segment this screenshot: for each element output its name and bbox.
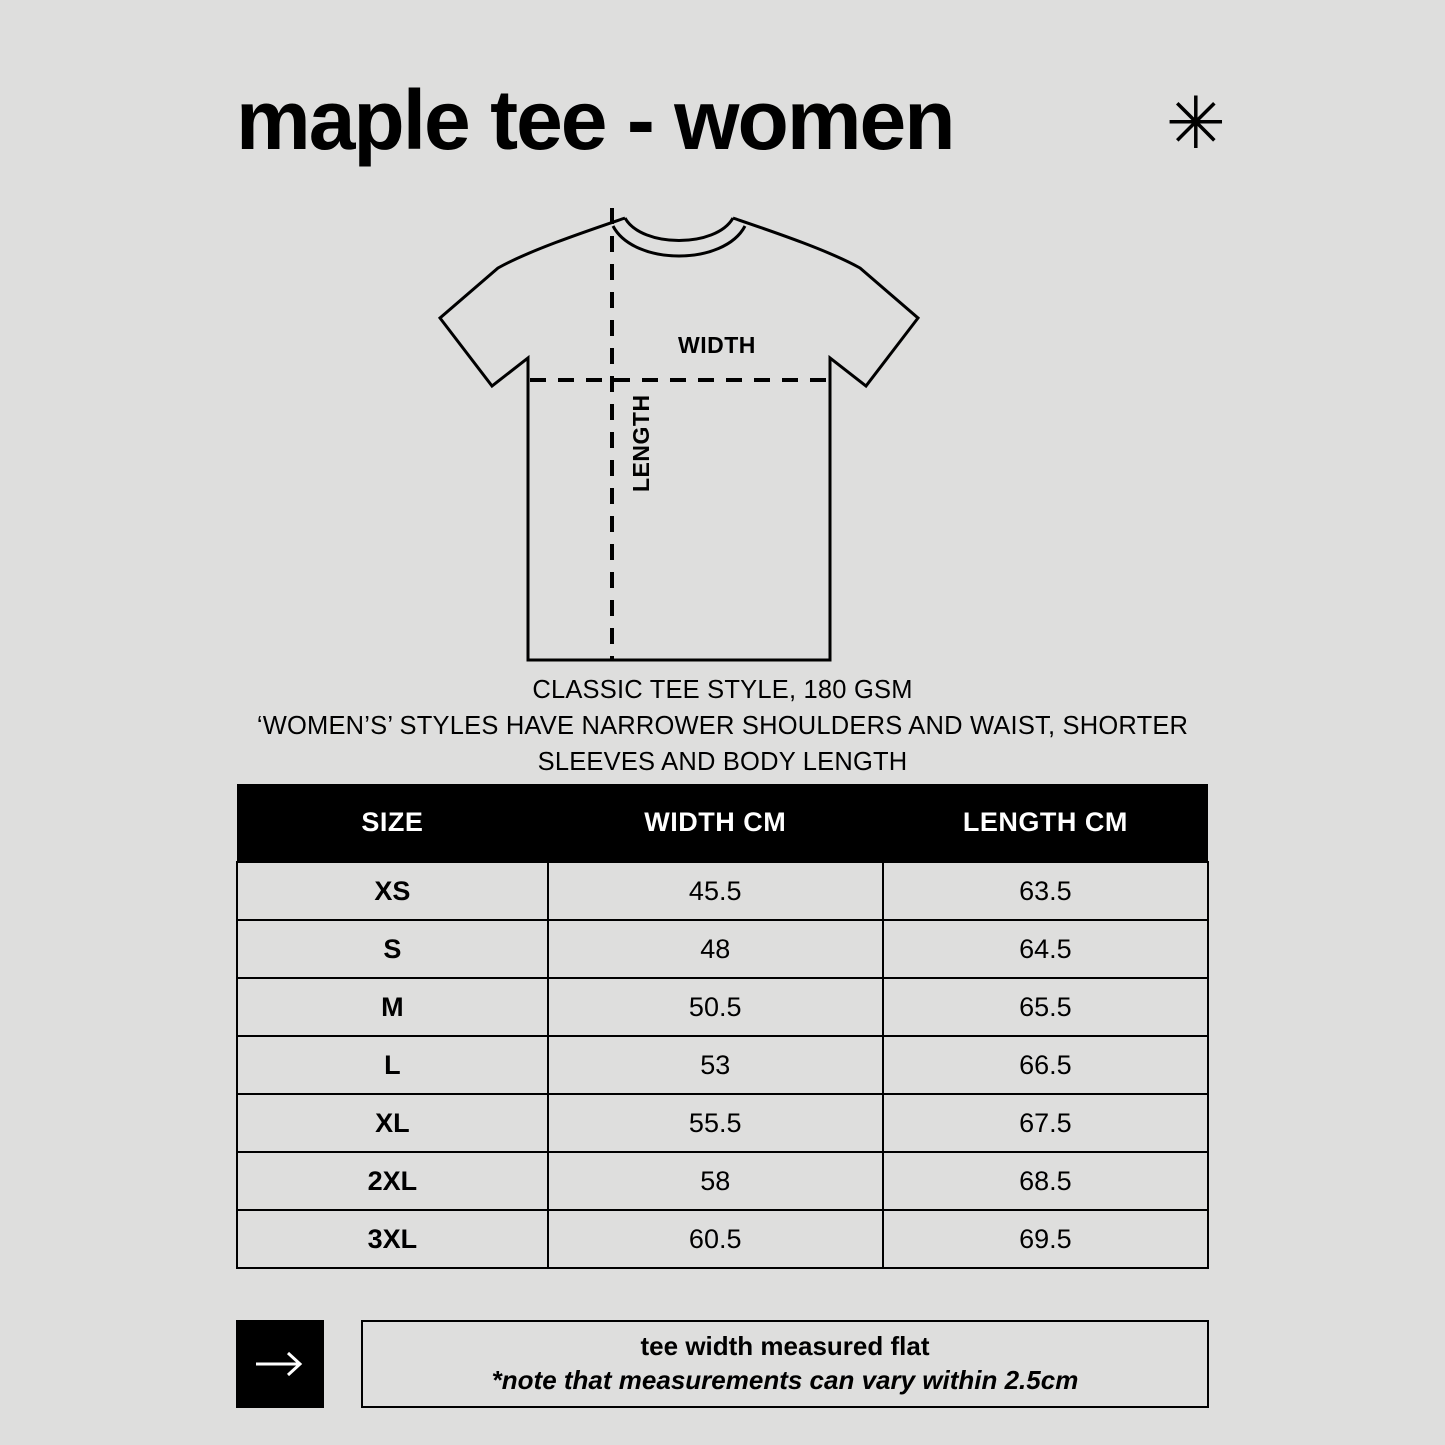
cell-size: 2XL — [237, 1152, 548, 1210]
note-line-1: tee width measured flat — [640, 1331, 930, 1362]
page-header — [236, 73, 1236, 167]
size-table-wrapper — [236, 784, 1209, 1269]
cell-length: 65.5 — [883, 978, 1208, 1036]
cell-size: XS — [237, 862, 548, 920]
cell-width: 45.5 — [548, 862, 883, 920]
cell-length: 66.5 — [883, 1036, 1208, 1094]
page-title: maple tee - women — [236, 73, 954, 167]
width-label: WIDTH — [678, 332, 756, 358]
caption-line-1: CLASSIC TEE STYLE, 180 GSM — [532, 676, 913, 704]
footer-note — [236, 1320, 1209, 1408]
arrow-right-icon — [236, 1320, 324, 1408]
cell-width: 48 — [548, 920, 883, 978]
table-header-row — [237, 784, 1208, 862]
column-header-length: LENGTH CM — [883, 784, 1208, 862]
cell-width: 55.5 — [548, 1094, 883, 1152]
table-head — [237, 784, 1208, 862]
cell-width: 58 — [548, 1152, 883, 1210]
cell-width: 50.5 — [548, 978, 883, 1036]
column-header-size: SIZE — [237, 784, 548, 862]
cell-size: 3XL — [237, 1210, 548, 1268]
cell-length: 69.5 — [883, 1210, 1208, 1268]
table-row — [237, 862, 1208, 920]
cell-length: 64.5 — [883, 920, 1208, 978]
table-row — [237, 1094, 1208, 1152]
cell-length: 68.5 — [883, 1152, 1208, 1210]
note-line-2: *note that measurements can vary within 2.5cm — [491, 1365, 1079, 1395]
table-body — [237, 862, 1208, 1268]
measurement-note-box — [361, 1320, 1209, 1408]
asterisk-icon: ✳ — [1165, 84, 1226, 164]
cell-length: 63.5 — [883, 862, 1208, 920]
caption-line-2: ‘WOMEN’S’ STYLES HAVE NARROWER SHOULDERS AND WAIST, SHORTER — [256, 712, 1189, 740]
caption-line-3: SLEEVES AND BODY LENGTH — [537, 748, 908, 776]
table-row — [237, 1152, 1208, 1210]
table-row — [237, 1036, 1208, 1094]
table-row — [237, 1210, 1208, 1268]
cell-size: L — [237, 1036, 548, 1094]
cell-size: S — [237, 920, 548, 978]
cell-width: 60.5 — [548, 1210, 883, 1268]
cell-size: XL — [237, 1094, 548, 1152]
column-header-width: WIDTH CM — [548, 784, 883, 862]
length-label: LENGTH — [628, 394, 654, 492]
cell-size: M — [237, 978, 548, 1036]
cell-width: 53 — [548, 1036, 883, 1094]
size-table — [236, 784, 1209, 1269]
caption-block — [0, 672, 1445, 780]
cell-length: 67.5 — [883, 1094, 1208, 1152]
table-row — [237, 978, 1208, 1036]
table-row — [237, 920, 1208, 978]
tshirt-outline-icon — [420, 190, 1020, 670]
